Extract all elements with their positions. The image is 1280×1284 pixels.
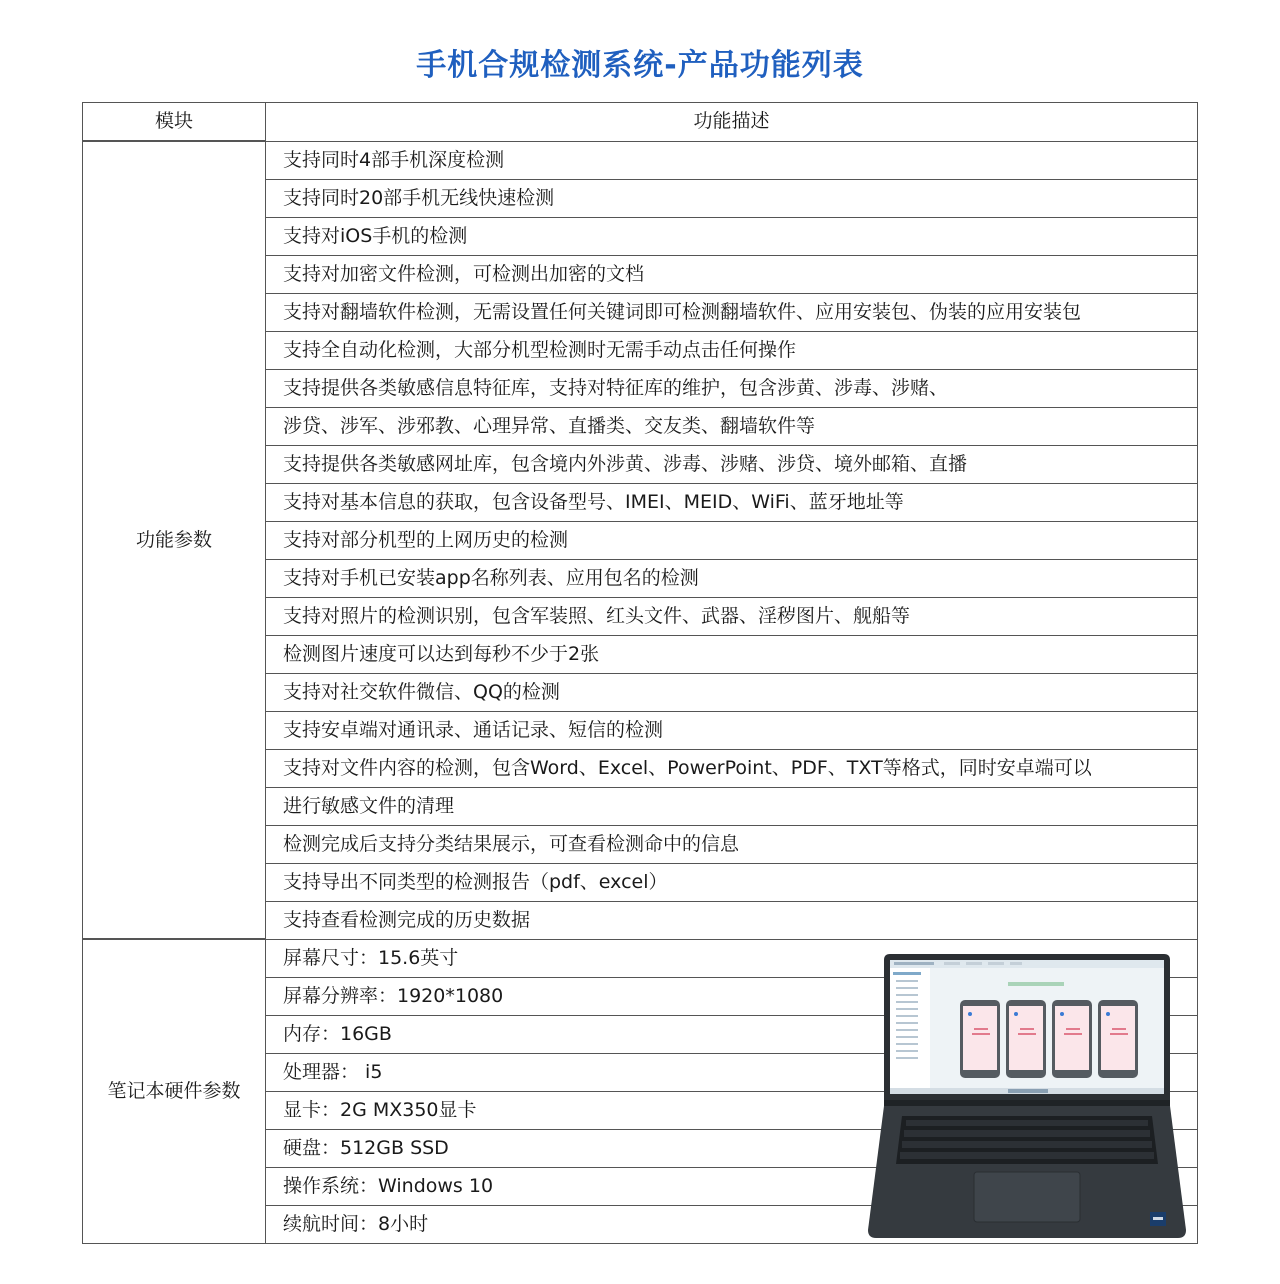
module-cell-function: 功能参数: [83, 141, 266, 939]
feature-row: 支持全自动化检测，大部分机型检测时无需手动点击任何操作: [266, 331, 1198, 369]
hardware-row: 续航时间：8小时: [266, 1205, 1198, 1243]
hardware-row: 屏幕分辨率：1920*1080: [266, 977, 1198, 1015]
hardware-row: 硬盘：512GB SSD: [266, 1129, 1198, 1167]
feature-row: 支持查看检测完成的历史数据: [266, 901, 1198, 939]
feature-row: 涉贷、涉军、涉邪教、心理异常、直播类、交友类、翻墙软件等: [266, 407, 1198, 445]
feature-row: 进行敏感文件的清理: [266, 787, 1198, 825]
hardware-row: 屏幕尺寸：15.6英寸: [266, 939, 1198, 977]
feature-row: 支持对翻墙软件检测，无需设置任何关键词即可检测翻墙软件、应用安装包、伪装的应用安装包: [266, 293, 1198, 331]
feature-row: 支持对照片的检测识别，包含军装照、红头文件、武器、淫秽图片、舰船等: [266, 597, 1198, 635]
feature-row: 支持对文件内容的检测，包含Word、Excel、PowerPoint、PDF、TXT等格式，同时安卓端可以: [266, 749, 1198, 787]
feature-row: 检测完成后支持分类结果展示，可查看检测命中的信息: [266, 825, 1198, 863]
page-title: 手机合规检测系统-产品功能列表: [416, 48, 864, 83]
hardware-row: 内存：16GB: [266, 1015, 1198, 1053]
table-row: [83, 141, 1198, 179]
feature-row: 支持同时20部手机无线快速检测: [266, 179, 1198, 217]
feature-row: 支持对基本信息的获取，包含设备型号、IMEI、MEID、WiFi、蓝牙地址等: [266, 483, 1198, 521]
laptop-photo-icon: [868, 954, 1186, 1238]
feature-row: 支持对部分机型的上网历史的检测: [266, 521, 1198, 559]
function-section: [83, 141, 1198, 939]
header-module: 模块: [83, 103, 266, 142]
feature-row: 支持对加密文件检测，可检测出加密的文档: [266, 255, 1198, 293]
feature-row: 支持同时4部手机深度检测: [266, 141, 1198, 179]
hardware-row: 显卡：2G MX350显卡: [266, 1091, 1198, 1129]
table-header-row: [83, 103, 1198, 142]
feature-row: 支持提供各类敏感网址库，包含境内外涉黄、涉毒、涉赌、涉贷、境外邮箱、直播: [266, 445, 1198, 483]
module-cell-hardware: 笔记本硬件参数: [83, 939, 266, 1243]
header-description: 功能描述: [266, 103, 1198, 142]
hardware-row: 操作系统：Windows 10: [266, 1167, 1198, 1205]
hardware-row: 处理器： i5: [266, 1053, 1198, 1091]
feature-row: 支持对社交软件微信、QQ的检测: [266, 673, 1198, 711]
feature-row: 支持导出不同类型的检测报告（pdf、excel）: [266, 863, 1198, 901]
feature-row: 支持提供各类敏感信息特征库，支持对特征库的维护，包含涉黄、涉毒、涉赌、: [266, 369, 1198, 407]
feature-row: 支持对iOS手机的检测: [266, 217, 1198, 255]
feature-row: 支持对手机已安装app名称列表、应用包名的检测: [266, 559, 1198, 597]
feature-row: 检测图片速度可以达到每秒不少于2张: [266, 635, 1198, 673]
feature-row: 支持安卓端对通讯录、通话记录、短信的检测: [266, 711, 1198, 749]
